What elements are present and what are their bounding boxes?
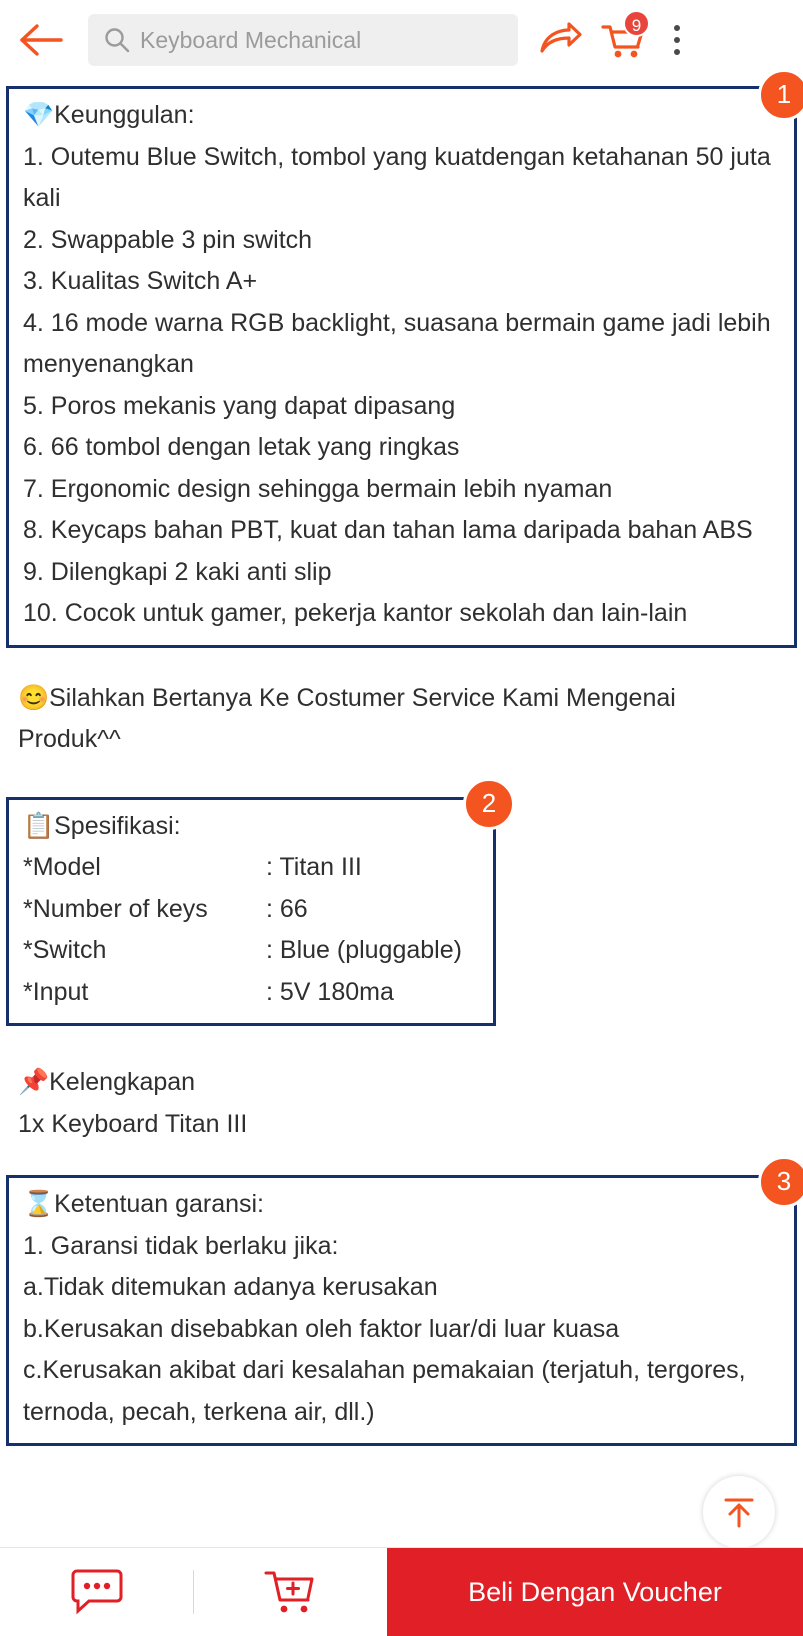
package-line: 1x Keyboard Titan III [18,1109,248,1138]
specification-row [23,930,479,972]
specification-row [23,972,479,1014]
advantages-item: 2. Swappable 3 pin switch [23,225,313,254]
advantages-item: 8. Keycaps bahan PBT, kuat dan tahan lama daripada bahan ABS [23,516,753,544]
specification-key: *Input [23,977,89,1006]
advantages-item: 7. Ergonomic design sehingga bermain lebih nyaman [23,474,613,503]
specification-heading: 📋Spesifikasi: [23,811,181,840]
specification-value: : 66 [266,894,308,923]
buy-with-voucher-button[interactable]: Beli Dengan Voucher [387,1548,803,1636]
overflow-menu-button[interactable] [654,10,700,70]
add-to-cart-icon [262,1567,320,1617]
specification-value: : Blue (pluggable) [266,936,462,964]
annotation-badge-1: 1 [758,69,803,121]
top-navigation-bar [0,0,803,80]
annotation-badge-2: 2 [463,778,515,830]
package-heading: 📌Kelengkapan [18,1068,196,1096]
product-description-content [0,80,803,1470]
chat-icon [69,1569,125,1615]
warranty-heading: ⌛Ketentuan garansi: [23,1190,265,1218]
advantages-item: 9. Dilengkapi 2 kaki anti slip [23,557,332,586]
kebab-menu-icon [674,37,680,43]
advantages-item: 4. 16 mode warna RGB backlight, suasana bermain game jadi lebih menyenangkan [23,308,771,378]
advantages-item: 5. Poros mekanis yang dapat dipasang [23,391,456,420]
advantages-item: 6. 66 tombol dengan letak yang ringkas [23,433,460,461]
kebab-menu-icon [674,25,680,31]
specification-key: *Switch [23,936,107,964]
scroll-to-top-icon [719,1492,759,1532]
add-to-cart-button[interactable] [194,1548,387,1636]
advantages-item: 1. Outemu Blue Switch, tombol yang kuatdengan ketahanan 50 juta kali [23,142,771,212]
back-button[interactable] [14,13,68,67]
kebab-menu-icon [674,49,680,55]
customer-service-note: 😊Silahkan Bertanya Ke Costumer Service Kami Mengenai Produk^^ [18,683,676,753]
specification-row [23,889,479,931]
advantages-section [6,79,797,648]
annotation-badge-3: 3 [758,1156,803,1208]
scroll-to-top-button[interactable] [703,1476,775,1548]
cart-count-badge: 9 [623,10,650,37]
advantages-item: 3. Kualitas Switch A+ [23,267,258,295]
share-button[interactable] [530,10,592,70]
specification-key: *Model [23,853,101,881]
warranty-item: 1. Garansi tidak berlaku jika: [23,1231,339,1260]
warranty-item: c.Kerusakan akibat dari kesalahan pemakaian (terjatuh, tergores, ternoda, pecah, terkena air, dll.) [23,1356,746,1426]
warranty-item: b.Kerusakan disebabkan oleh faktor luar/di luar kuasa [23,1314,620,1343]
warranty-section [6,1166,797,1446]
specification-value: : Titan III [266,853,362,881]
search-bar[interactable] [88,14,518,66]
share-icon [539,21,583,59]
advantages-item: 10. Cocok untuk gamer, pekerja kantor sekolah dan lain-lain [23,599,688,627]
search-icon [102,27,132,53]
specification-row [23,847,479,889]
specification-section [6,787,497,1027]
warranty-item: a.Tidak ditemukan adanya kerusakan [23,1273,438,1301]
advantages-heading: 💎Keunggulan: [23,101,195,129]
specification-key: *Number of keys [23,894,208,923]
search-input[interactable] [138,26,504,55]
bottom-action-bar [0,1547,803,1636]
cart-button[interactable] [592,10,654,70]
back-arrow-icon [19,23,63,57]
chat-button[interactable] [0,1548,193,1636]
specification-value: : 5V 180ma [266,977,394,1006]
